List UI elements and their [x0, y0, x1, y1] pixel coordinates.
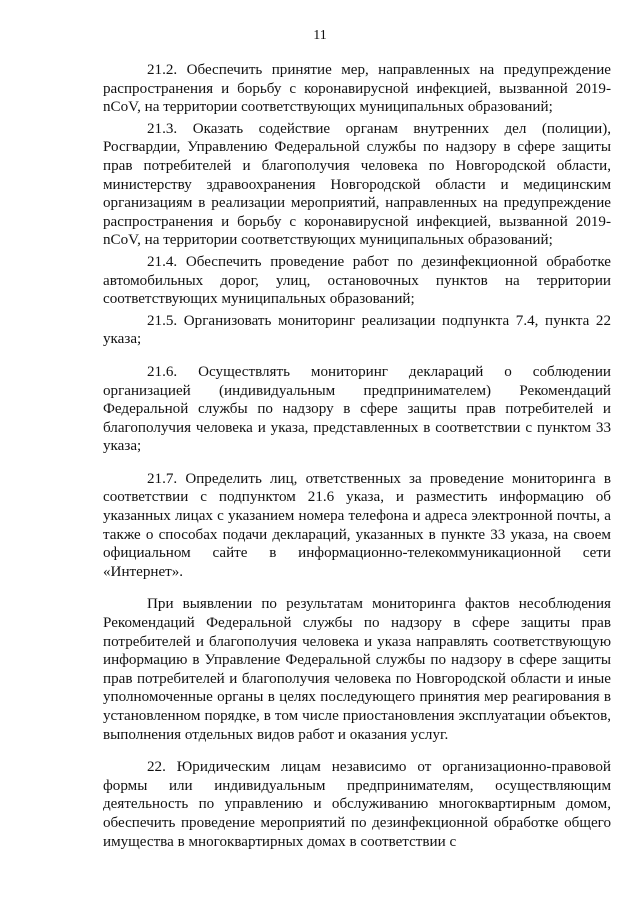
paragraph-21-3: 21.3. Оказать содействие органам внутренних дел (полиции), Росгвардии, Управлению Федеральной службы по надзору в сфере защиты прав потребителей и благополучия человека по Новгородской области, министерству здравоохранения Новгородской области и медицинским организациям в реализации мероприятий, направленных на предупреждение распространения и борьбу с коронавирусной инфекцией, вызванной 2019-nCoV, на территории соответствующих муниципальных образований; — [103, 120, 611, 249]
page-number: 11 — [313, 28, 327, 43]
paragraph-22: 22. Юридическим лицам независимо от организационно-правовой формы или индивидуальным предпринимателям, осуществляющим деятельность по управлению и обслуживанию многоквартирным домом, обеспечить проведение мероприятий по дезинфекционной обработке общего имущества в многоквартирных домах в соответствии с — [103, 759, 611, 850]
paragraph-monitoring-violations: При выявлении по результатам мониторинга фактов несоблюдения Рекомендаций Федеральной службы по надзору в сфере защиты прав потребителей и благополучия человека и указа направлять соответствующую информацию в Управление Федеральной службы по надзору в сфере защиты прав потребителей и благополучия человека по Новгородской области и иные уполномоченные органы в целях последующего принятия мер реагирования в установленном порядке, в том числе приостановления эксплуатации объектов, выполнения отдельных видов работ и оказания услуг. — [103, 596, 611, 743]
paragraph-21-4: 21.4. Обеспечить проведение работ по дезинфекционной обработке автомобильных дорог, улиц, остановочных пунктов на территории соответствующих муниципальных образований; — [103, 253, 611, 308]
paragraph-21-6: 21.6. Осуществлять мониторинг деклараций о соблюдении организацией (индивидуальным предпринимателем) Рекомендаций Федеральной службы по надзору в сфере защиты прав потребителей и благополучия человека и указа, представленных в соответствии с пунктом 33 указа; — [103, 363, 611, 455]
document-body — [103, 61, 611, 854]
paragraph-21-2: 21.2. Обеспечить принятие мер, направленных на предупреждение распространения и борьбу с коронавирусной инфекцией, вызванной 2019-nCoV, на территории соответствующих муниципальных образований; — [103, 62, 611, 116]
paragraph-21-7: 21.7. Определить лиц, ответственных за проведение мониторинга в соответствии с подпунктом 21.6 указа, и разместить информацию об указанных лицах с указанием номера телефона и адреса электронной почты, а также о способах подачи деклараций, указанных в пункте 33 указа, на своем официальном сайте в информационно-телекоммуникационной сети «Интернет». — [103, 470, 611, 580]
paragraph-21-5: 21.5. Организовать мониторинг реализации подпункта 7.4, пункта 22 указа; — [103, 312, 611, 348]
